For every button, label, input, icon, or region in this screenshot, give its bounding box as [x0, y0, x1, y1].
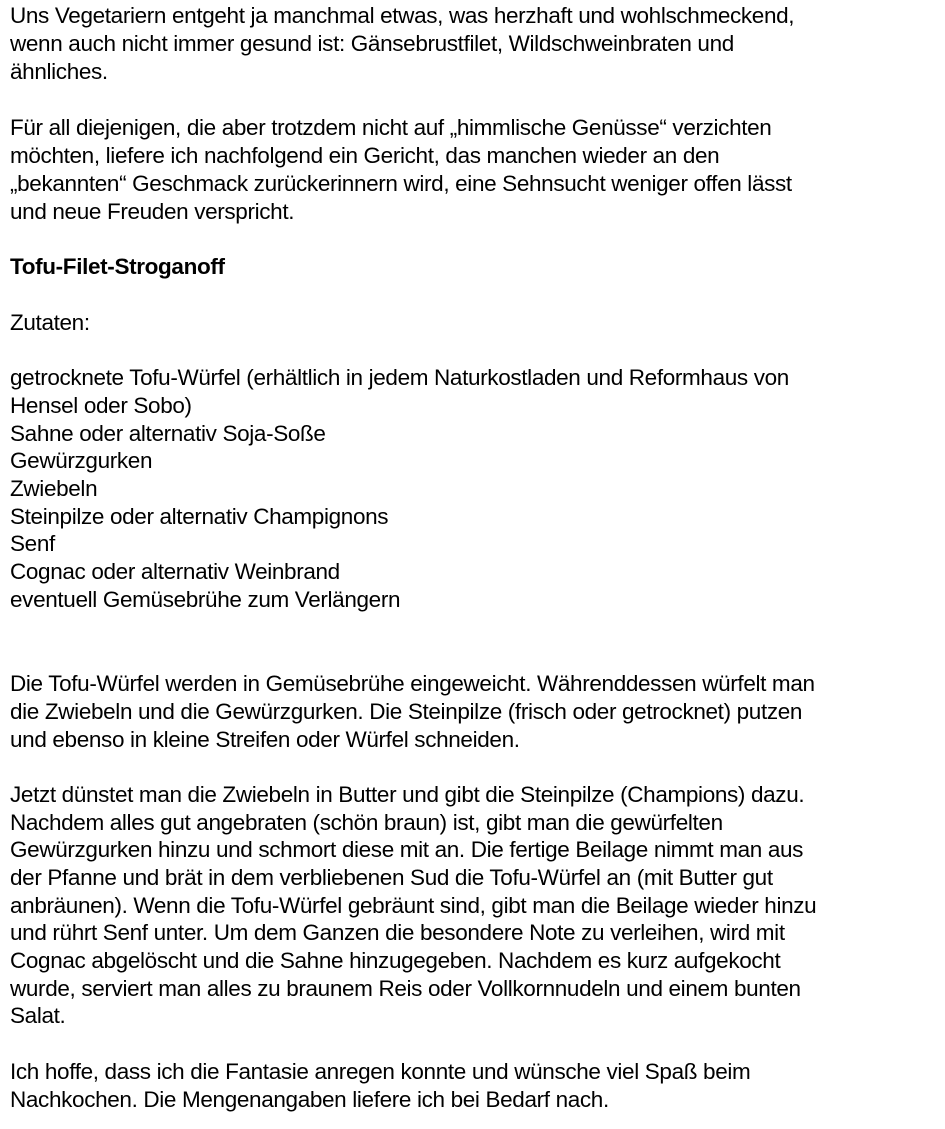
text-line: Ich hoffe, dass ich die Fantasie anregen konnte und wünsche viel Spaß beim: [10, 1059, 751, 1084]
text-line: wurde, serviert man alles zu braunem Reis oder Vollkornnudeln und einem bunten: [10, 976, 801, 1001]
text-line: Gewürzgurken hinzu und schmort diese mit an. Die fertige Beilage nimmt man aus: [10, 837, 804, 862]
ingredient-item: Gewürzgurken: [10, 448, 153, 473]
ingredient-item: Senf: [10, 531, 55, 556]
text-line: Nachkochen. Die Mengenangaben liefere ich bei Bedarf nach.: [10, 1087, 609, 1112]
ingredients-label: Zutaten:: [10, 310, 90, 335]
ingredient-item: getrocknete Tofu-Würfel (erhältlich in jedem Naturkostladen und Reformhaus von: [10, 365, 789, 390]
ingredient-item: Zwiebeln: [10, 476, 98, 501]
text-line: und rührt Senf unter. Um dem Ganzen die besondere Note zu verleihen, wird mit: [10, 920, 785, 945]
ingredient-item: Sahne oder alternativ Soja-Soße: [10, 421, 326, 446]
ingredient-item: Cognac oder alternativ Weinbrand: [10, 559, 340, 584]
text-line: und neue Freuden verspricht.: [10, 199, 295, 224]
text-line: wenn auch nicht immer gesund ist: Gänsebrustfilet, Wildschweinbraten und: [10, 31, 734, 56]
text-line: der Pfanne und brät in dem verbliebenen Sud die Tofu-Würfel an (mit Butter gut: [10, 865, 773, 890]
text-line: und ebenso in kleine Streifen oder Würfel schneiden.: [10, 727, 520, 752]
text-line: Jetzt dünstet man die Zwiebeln in Butter und gibt die Steinpilze (Champions) dazu.: [10, 782, 805, 807]
ingredient-item: Steinpilze oder alternativ Champignons: [10, 504, 389, 529]
text-line: Für all diejenigen, die aber trotzdem nicht auf „himmlische Genüsse“ verzichten: [10, 115, 772, 140]
text-line: möchten, liefere ich nachfolgend ein Gericht, das manchen wieder an den: [10, 143, 720, 168]
text-line: ähnliches.: [10, 59, 108, 84]
recipe-title: Tofu-Filet-Stroganoff: [10, 254, 225, 279]
text-line: Salat.: [10, 1003, 66, 1028]
text-line: „bekannten“ Geschmack zurückerinnern wird, eine Sehnsucht weniger offen lässt: [10, 171, 792, 196]
text-line: Uns Vegetariern entgeht ja manchmal etwas, was herzhaft und wohlschmeckend,: [10, 3, 795, 28]
ingredient-item: Hensel oder Sobo): [10, 393, 192, 418]
text-line: die Zwiebeln und die Gewürzgurken. Die Steinpilze (frisch oder getrocknet) putzen: [10, 699, 803, 724]
text-line: Nachdem alles gut angebraten (schön braun) ist, gibt man die gewürfelten: [10, 810, 723, 835]
text-line: Die Tofu-Würfel werden in Gemüsebrühe eingeweicht. Währenddessen würfelt man: [10, 671, 815, 696]
ingredient-item: eventuell Gemüsebrühe zum Verlängern: [10, 587, 401, 612]
text-line: anbräunen). Wenn die Tofu-Würfel gebräunt sind, gibt man die Beilage wieder hinzu: [10, 893, 817, 918]
text-line: Cognac abgelöscht und die Sahne hinzugegeben. Nachdem es kurz aufgekocht: [10, 948, 781, 973]
